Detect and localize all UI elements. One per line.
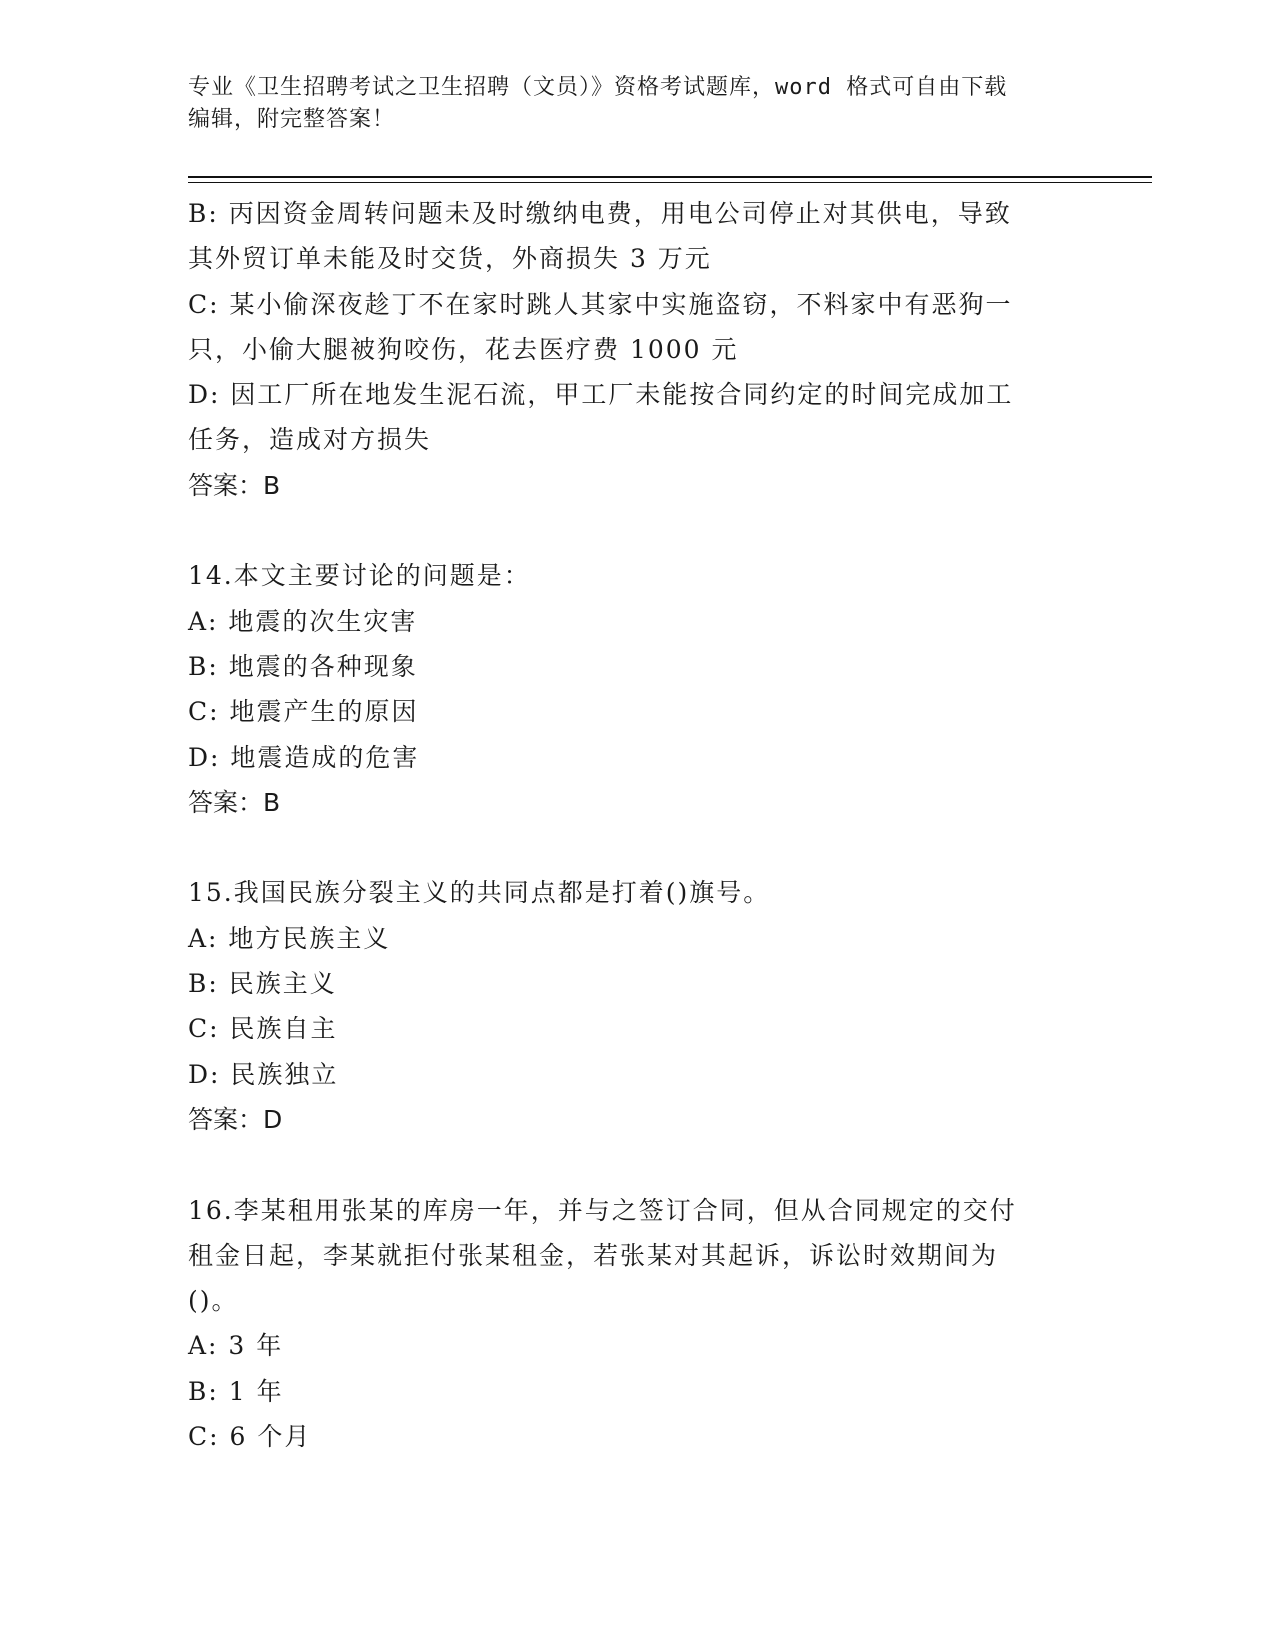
option-d: D: 因工厂所在地发生泥石流，甲工厂未能按合同约定的时间完成加工 (188, 380, 1014, 410)
option-b: B: 民族主义 (188, 969, 337, 999)
option-a: A: 地震的次生灾害 (188, 606, 418, 636)
option-c: C: 某小偷深夜趁丁不在家时跳人其家中实施盗窃，不料家中有恶狗一 (188, 289, 1013, 319)
question-text: 16.李某租用张某的库房一年，并与之签订合同，但从合同规定的交付 (188, 1195, 1017, 1225)
option-a: A: 3 年 (188, 1331, 284, 1361)
option-b: B: 1 年 (188, 1376, 284, 1406)
question-15 (188, 870, 1088, 1142)
option-a: A: 地方民族主义 (188, 923, 391, 953)
question-14 (188, 553, 1088, 825)
document-header (188, 72, 1068, 136)
question-16 (188, 1188, 1088, 1460)
option-c: C: 6 个月 (188, 1422, 312, 1452)
option-d: D: 民族独立 (188, 1059, 339, 1089)
option-b: B: 丙因资金周转问题未及时缴纳电费，用电公司停止对其供电，导致 (188, 199, 1012, 228)
question-text: 15.我国民族分裂主义的共同点都是打着()旗号。 (188, 878, 771, 908)
header-rule-thin (188, 182, 1152, 183)
option-d: D: 地震造成的危害 (188, 742, 420, 772)
answer: 答案：D (188, 1104, 283, 1134)
option-b-continued: 其外贸订单未能及时交货，外商损失 3 万元 (188, 244, 712, 274)
header-rule-thick (188, 176, 1152, 178)
option-c: C: 地震产生的原因 (188, 697, 419, 727)
question-text: 14.本文主要讨论的问题是： (188, 561, 531, 591)
option-d-continued: 任务，造成对方损失 (188, 425, 432, 455)
answer: 答案：B (188, 470, 281, 500)
option-c-continued: 只，小偷大腿被狗咬伤，花去医疗费 1000 元 (188, 334, 739, 364)
spacer (188, 825, 1088, 870)
answer: 答案：B (188, 787, 281, 817)
question-list (188, 191, 1088, 1459)
question-text-continued: 租金日起，李某就拒付张某租金，若张某对其起诉，诉讼时效期间为 (188, 1240, 999, 1270)
header-line-1: 专业《卫生招聘考试之卫生招聘（文员）》资格考试题库，word 格式可自由下载 (188, 75, 1008, 100)
option-c: C: 民族自主 (188, 1014, 338, 1044)
question-text-continued: ()。 (188, 1286, 239, 1316)
question-13 (188, 191, 1088, 508)
spacer (188, 508, 1088, 553)
header-line-2: 编辑，附完整答案！ (188, 107, 396, 132)
spacer (188, 1142, 1088, 1187)
option-b: B: 地震的各种现象 (188, 651, 418, 681)
